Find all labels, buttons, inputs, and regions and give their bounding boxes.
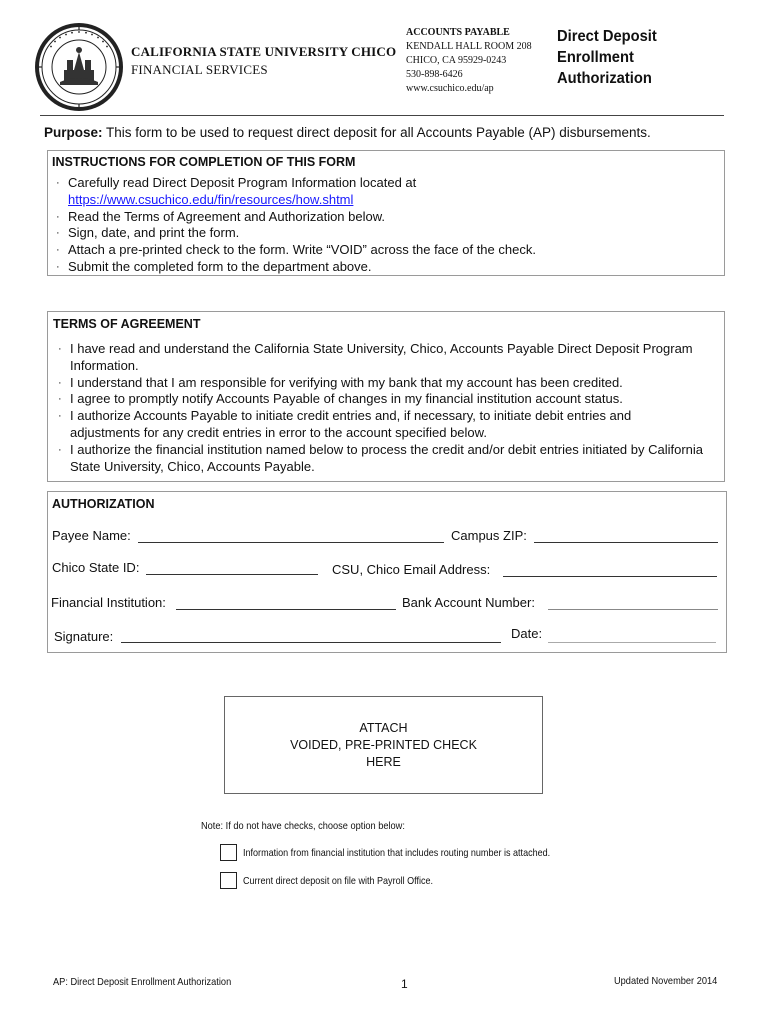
- list-item: · Submit the completed form to the department above.: [56, 258, 372, 274]
- campus-zip-field[interactable]: [534, 542, 718, 543]
- option-payroll-checkbox[interactable]: [220, 872, 237, 889]
- office-address: [406, 26, 532, 96]
- bank-account-label: Bank Account Number:: [402, 595, 535, 610]
- office-name: ACCOUNTS PAYABLE: [406, 27, 510, 38]
- form-title-line: Direct Deposit: [557, 28, 657, 45]
- signature-label: Signature:: [54, 629, 114, 644]
- terms-title: TERMS OF AGREEMENT: [53, 317, 201, 331]
- footer-updated: Updated November 2014: [614, 975, 718, 987]
- payee-name-field[interactable]: [138, 542, 444, 543]
- terms-list: [54, 341, 704, 475]
- list-item: · Attach a pre-printed check to the form. Write “VOID” across the face of the check.: [56, 242, 536, 258]
- campus-zip-label: Campus ZIP:: [451, 528, 527, 543]
- instructions-box: [47, 150, 725, 276]
- authorization-box: [47, 491, 727, 653]
- attach-line: HERE: [366, 755, 401, 769]
- financial-institution-label: Financial Institution:: [51, 595, 166, 610]
- date-field[interactable]: [548, 642, 716, 643]
- purpose-statement: [44, 125, 651, 140]
- list-item: · Carefully read Direct Deposit Program Information located at https://www.csuchico.edu/fin/resources/how.shtml: [56, 175, 417, 207]
- payee-name-label: Payee Name:: [52, 528, 131, 543]
- program-info-link[interactable]: https://www.csuchico.edu/fin/resources/how.shtml: [68, 191, 354, 207]
- list-item: · I agree to promptly notify Accounts Payable of changes in my financial institution account status.: [58, 391, 623, 407]
- office-phone: 530-898-6426: [406, 69, 463, 80]
- terms-box: [47, 311, 725, 482]
- list-item: · I authorize the financial institution named below to process the credit and/or debit entries initiated by California State University, Chico, Accounts Payable.: [58, 441, 704, 474]
- list-item: · Sign, date, and print the form.: [56, 225, 240, 241]
- office-web: www.csuchico.edu/ap: [406, 83, 494, 94]
- department-name: FINANCIAL SERVICES: [131, 62, 268, 77]
- header-divider: [40, 115, 724, 116]
- form-title-line: Authorization: [557, 70, 652, 87]
- office-city: CHICO, CA 95929-0243: [406, 55, 507, 66]
- email-label: CSU, Chico Email Address:: [332, 562, 491, 577]
- option-routing-label: Information from financial institution that includes routing number is attached.: [243, 847, 551, 859]
- list-item: · Read the Terms of Agreement and Authorization below.: [56, 208, 386, 224]
- authorization-title: AUTHORIZATION: [52, 497, 155, 511]
- email-field[interactable]: [503, 576, 717, 577]
- university-seal: [34, 22, 124, 112]
- form-title: [557, 26, 657, 89]
- instructions-title: INSTRUCTIONS FOR COMPLETION OF THIS FORM: [52, 155, 356, 169]
- footer-form-name: AP: Direct Deposit Enrollment Authorization: [53, 976, 232, 988]
- purpose-label: Purpose:: [44, 125, 103, 140]
- purpose-text: This form to be used to request direct deposit for all Accounts Payable (AP) disbursements.: [102, 125, 651, 140]
- instructions-list: [52, 175, 712, 276]
- chico-state-id-field[interactable]: [146, 574, 318, 575]
- date-label: Date:: [511, 626, 543, 641]
- list-item: · I have read and understand the California State University, Chico, Accounts Payable Direct Deposit Program Information.: [58, 341, 693, 373]
- form-title-line: Enrollment: [557, 49, 634, 66]
- chico-state-id-label: Chico State ID:: [52, 560, 140, 575]
- financial-institution-field[interactable]: [176, 609, 396, 610]
- page-number: 1: [401, 977, 408, 991]
- option-payroll-label: Current direct deposit on file with Payroll Office.: [243, 875, 434, 887]
- attach-check-area: [224, 696, 543, 794]
- options-note: Note: If do not have checks, choose option below:: [201, 820, 405, 832]
- list-item: · I authorize Accounts Payable to initiate credit entries and, if necessary, to initiate debit entries and adjustments for any credit entries in error to the account specified below.: [58, 408, 632, 440]
- list-item: · I understand that I am responsible for verifying with my bank that my account has been credited.: [58, 374, 623, 390]
- attach-line: VOIDED, PRE-PRINTED CHECK: [290, 738, 477, 752]
- option-routing-checkbox[interactable]: [220, 844, 237, 861]
- attach-line: ATTACH: [359, 721, 408, 735]
- bank-account-field[interactable]: [548, 609, 718, 610]
- signature-field[interactable]: [121, 642, 501, 643]
- university-name: CALIFORNIA STATE UNIVERSITY CHICO: [131, 44, 397, 59]
- office-room: KENDALL HALL ROOM 208: [406, 41, 532, 52]
